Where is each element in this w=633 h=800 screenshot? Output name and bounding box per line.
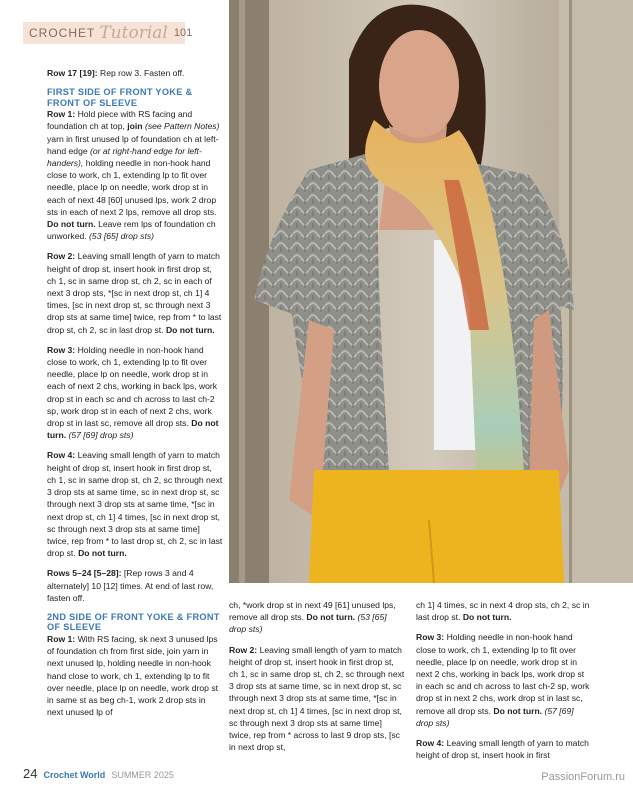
header-crochet: CROCHET: [29, 26, 96, 40]
instruction-bold: Do not turn.: [306, 612, 356, 623]
instruction-bold: Do not turn.: [493, 705, 543, 716]
row-text: With RS facing, sk next 3 unused lps of foundation ch from first side, join yarn in next unused lp, holding needle in non-hook hand close to work, ch 1, extending lp to fit over needle, place lp on needle, work drop st in same st as beg ch-1, work 2 drop sts in next unused lp of: [47, 633, 219, 718]
row-text: Leaving small length of yarn to match height of drop st, insert hook in first drop st, ch 1, sc in same drop st, ch 2, sc in each of next 3 drop sts, *[sc in next drop st, ch 1] 4 times, [sc in next drop st, sc through next 3 drop sts at same time] twice, rep from * to last drop st, ch 2, sc in last drop st.: [47, 251, 222, 335]
row-label: Row 17 [19]:: [47, 68, 98, 78]
row-text: Leaving small length of yarn to match height of drop st, insert hook in first: [416, 738, 589, 761]
row-label: Rows 5–24 [5–28]:: [47, 568, 122, 579]
column-1: [47, 67, 223, 726]
row-label: Row 4:: [416, 738, 445, 749]
row-text: ch, *work drop st in next 49 [61] unused lps, remove all drop sts.: [229, 600, 396, 623]
column-2: [229, 599, 405, 761]
model-photo: [229, 0, 633, 583]
section-title: 2ND SIDE OF FRONT YOKE & FRONT OF SLEEVE: [47, 611, 220, 633]
row-text: ch 1] 4 times, sc in next 4 drop sts, ch 2, sc in last drop st.: [416, 600, 590, 623]
publication-name: Crochet World: [43, 770, 106, 780]
issue-label: SUMMER 2025: [111, 770, 174, 780]
stitch-count: (53 [65] drop sts): [89, 231, 155, 242]
row-text: Leaving small length of yarn to match height of drop st, insert hook in first drop st, ch 1, sc in same drop st, ch 2, sc through next 3 drop sts at same time, sc in next drop st, sc through next 3 drop sts at same time, *[sc in next drop st, ch 1] 4 times, [sc in next drop st, sc through next 3 drop sts at same time] twice, rep from * to last drop st, ch 2, sc in last drop st.: [47, 450, 223, 559]
watermark: PassionForum.ru: [541, 771, 625, 783]
row-text: yarn in first unused lp of foundation ch at left-hand edge: [47, 133, 219, 156]
row-label: Row 1:: [47, 633, 76, 644]
stitch-count: (57 [69] drop sts): [68, 430, 134, 441]
row-text: Holding needle in non-hook hand close to work, ch 1, extending lp to fit over needle, place lp on needle, work drop st in each of next 2 chs, working in back lps, work drop st in each sc and ch across to last ch-2 sp, work drop st in each of next 2 chs, work drop st in last sc, remove all drop sts.: [47, 344, 218, 429]
stitch-count: (57 [69] drop sts): [416, 705, 574, 728]
section-header-tab: [23, 22, 193, 44]
row-label: Row 3:: [416, 632, 445, 643]
row-label: Row 2:: [47, 251, 76, 262]
row-text: holding needle in non-hook hand close to work, ch 1, extending lp to fit over needle, place lp on needle, work drop st in each of next 48 [60] unused lps, work 2 drop sts in each of next 2 lps, remove all drop sts.: [47, 158, 217, 217]
stitch-count: (53 [65] drop sts): [229, 612, 387, 635]
header-number: 101: [173, 27, 193, 39]
note-ref: (or at right-hand edge for left-handers),: [47, 145, 202, 169]
section-title: FIRST SIDE OF FRONT YOKE & FRONT OF SLEEVE: [47, 87, 193, 108]
instruction-bold: Do not turn.: [78, 548, 127, 559]
instruction-bold: Do not turn.: [47, 418, 219, 441]
header-tutorial: Tutorial: [99, 23, 168, 43]
instruction-bold: Do not turn.: [165, 324, 215, 335]
row-text: Rep row 3. Fasten off.: [100, 68, 185, 78]
instruction-bold: Do not turn.: [462, 612, 512, 623]
row-text: Holding needle in non-hook hand close to work, ch 1, extending lp to fit over needle, place lp on needle, work drop st in next 2 chs, working in back lps, work drop st in each sc and ch across to last ch-2 sp, work drop st in next 2 chs, work drop st in last sc, remove all drop sts.: [416, 632, 590, 716]
row-text: Hold piece with RS facing and foundation ch at top,: [47, 109, 193, 132]
row-label: Row 4:: [47, 450, 76, 461]
page-number: 24: [23, 766, 38, 781]
row-label: Row 2:: [229, 644, 258, 655]
page-footer: [23, 766, 174, 781]
row-label: Row 3:: [47, 344, 76, 355]
row-text: Leaving small length of yarn to match height of drop st, insert hook in first drop st, ch 1, sc in same drop st, ch 2, sc through next 3 drop sts at same time, sc in next drop st, sc through next 3 drop sts at same time, *[sc in next drop st, ch 1] 4 times, [sc in next drop st, sc through next 3 drop sts at same time] twice, rep from * across to last 9 drop sts, [sc in next drop st,: [229, 644, 405, 753]
row-text: [Rep rows 3 and 4 alternately] 10 [12] times. At end of last row, fasten off.: [47, 568, 214, 603]
row-text: Leave rem lps of foundation ch unworked.: [47, 219, 216, 242]
join-term: join: [127, 121, 143, 132]
row-label: Row 1:: [47, 109, 76, 120]
note-ref: (see Pattern Notes): [144, 121, 220, 132]
instruction-bold: Do not turn.: [47, 219, 96, 230]
column-3: [416, 599, 592, 769]
